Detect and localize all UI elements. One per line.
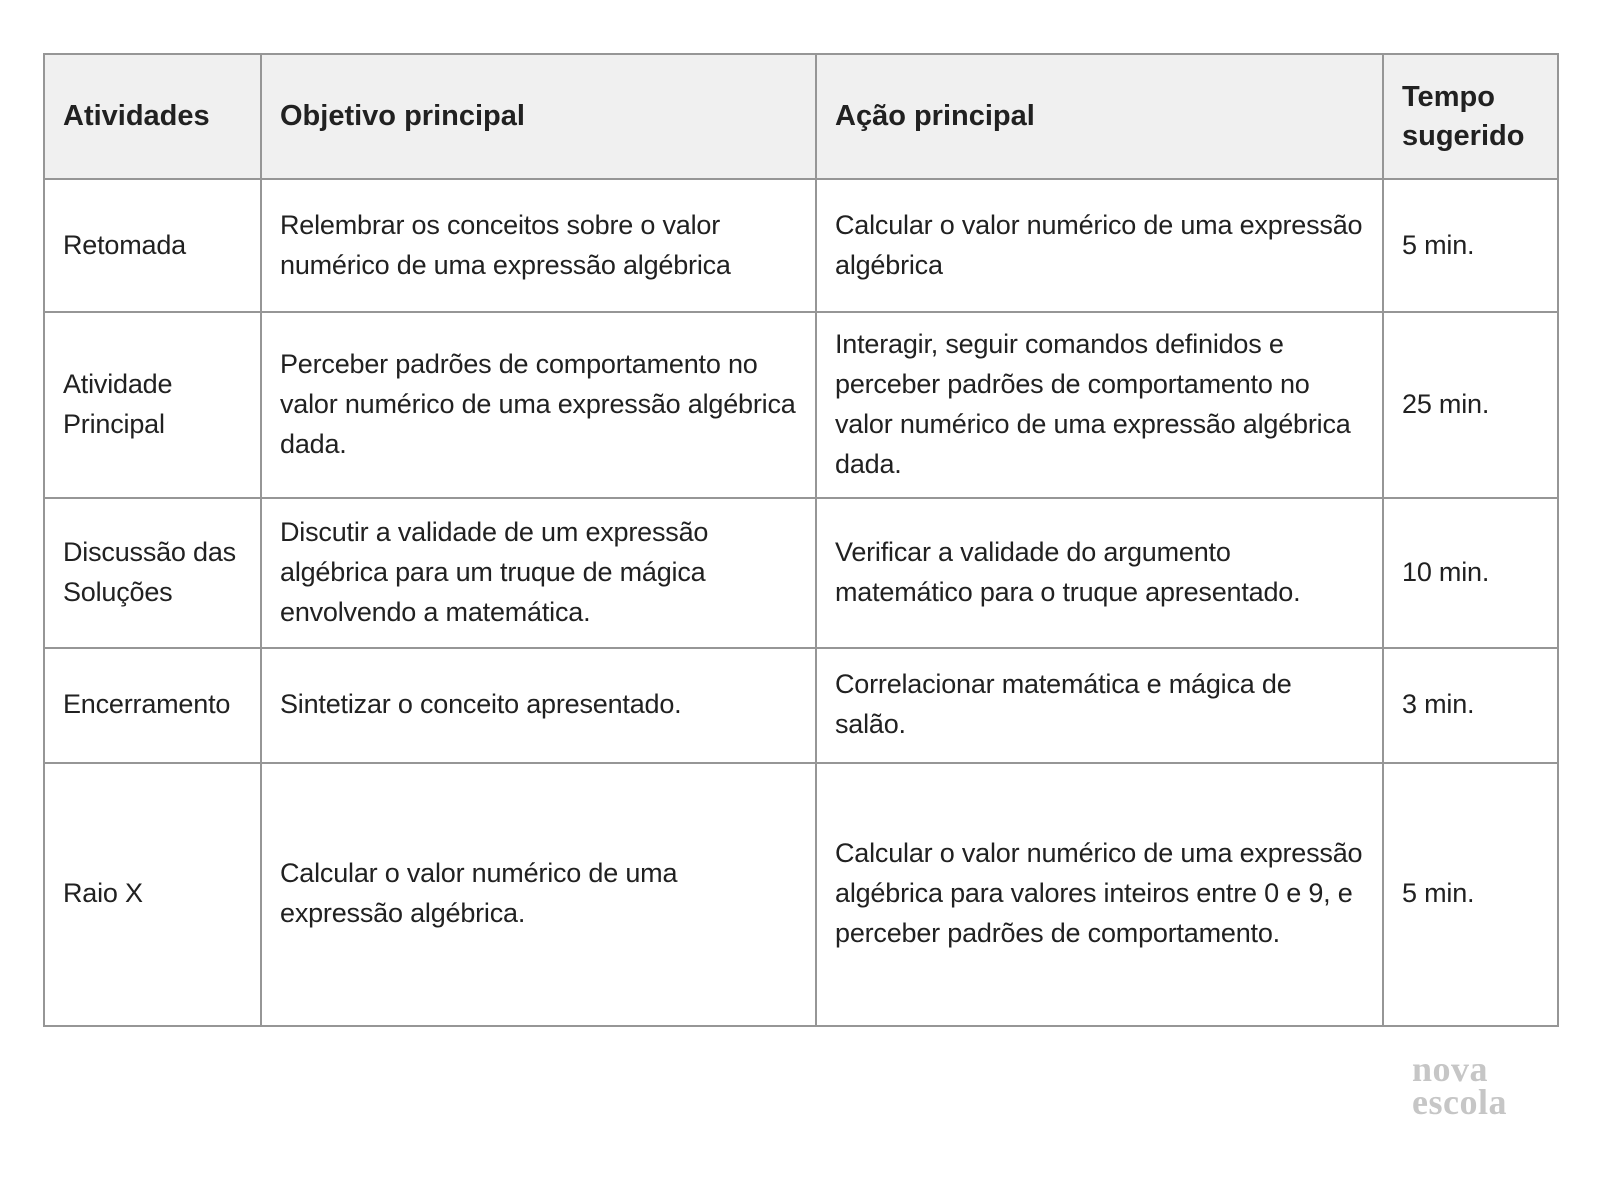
logo-line-1: nova: [1412, 1049, 1489, 1089]
header-row: [44, 54, 1558, 179]
lesson-plan-table: [43, 53, 1559, 1027]
cell-objetivo: Calcular o valor numérico de uma expressão algébrica.: [261, 763, 816, 1026]
cell-objetivo: Sintetizar o conceito apresentado.: [261, 648, 816, 763]
cell-tempo: 3 min.: [1383, 648, 1558, 763]
cell-atividade: Encerramento: [44, 648, 261, 763]
cell-tempo: 10 min.: [1383, 498, 1558, 648]
logo-line-2: escola: [1412, 1082, 1507, 1123]
nova-escola-logo: [1412, 1049, 1507, 1123]
table-row: [44, 179, 1558, 312]
cell-objetivo: Discutir a validade de um expressão algébrica para um truque de mágica envolvendo a matemática.: [261, 498, 816, 648]
cell-atividade: Raio X: [44, 763, 261, 1026]
table-row: [44, 312, 1558, 498]
cell-acao: Verificar a validade do argumento matemático para o truque apresentado.: [816, 498, 1383, 648]
cell-acao: Interagir, seguir comandos definidos e perceber padrões de comportamento no valor numérico de uma expressão algébrica dada.: [816, 312, 1383, 498]
cell-acao: Calcular o valor numérico de uma expressão algébrica: [816, 179, 1383, 312]
cell-tempo: 5 min.: [1383, 179, 1558, 312]
cell-objetivo: Perceber padrões de comportamento no valor numérico de uma expressão algébrica dada.: [261, 312, 816, 498]
cell-atividade: Atividade Principal: [44, 312, 261, 498]
cell-acao: Calcular o valor numérico de uma expressão algébrica para valores inteiros entre 0 e 9, e perceber padrões de comportamento.: [816, 763, 1383, 1026]
cell-tempo: 25 min.: [1383, 312, 1558, 498]
cell-tempo: 5 min.: [1383, 763, 1558, 1026]
cell-objetivo: Relembrar os conceitos sobre o valor numérico de uma expressão algébrica: [261, 179, 816, 312]
table-row: [44, 763, 1558, 1026]
cell-atividade: Discussão das Soluções: [44, 498, 261, 648]
cell-acao: Correlacionar matemática e mágica de salão.: [816, 648, 1383, 763]
col-header-acao-principal: Ação principal: [816, 54, 1383, 179]
table-row: [44, 648, 1558, 763]
col-header-tempo-sugerido: Tempo sugerido: [1383, 54, 1558, 179]
col-header-atividades: Atividades: [44, 54, 261, 179]
table-row: [44, 498, 1558, 648]
lesson-plan-table-container: [43, 53, 1559, 1027]
col-header-objetivo-principal: Objetivo principal: [261, 54, 816, 179]
cell-atividade: Retomada: [44, 179, 261, 312]
